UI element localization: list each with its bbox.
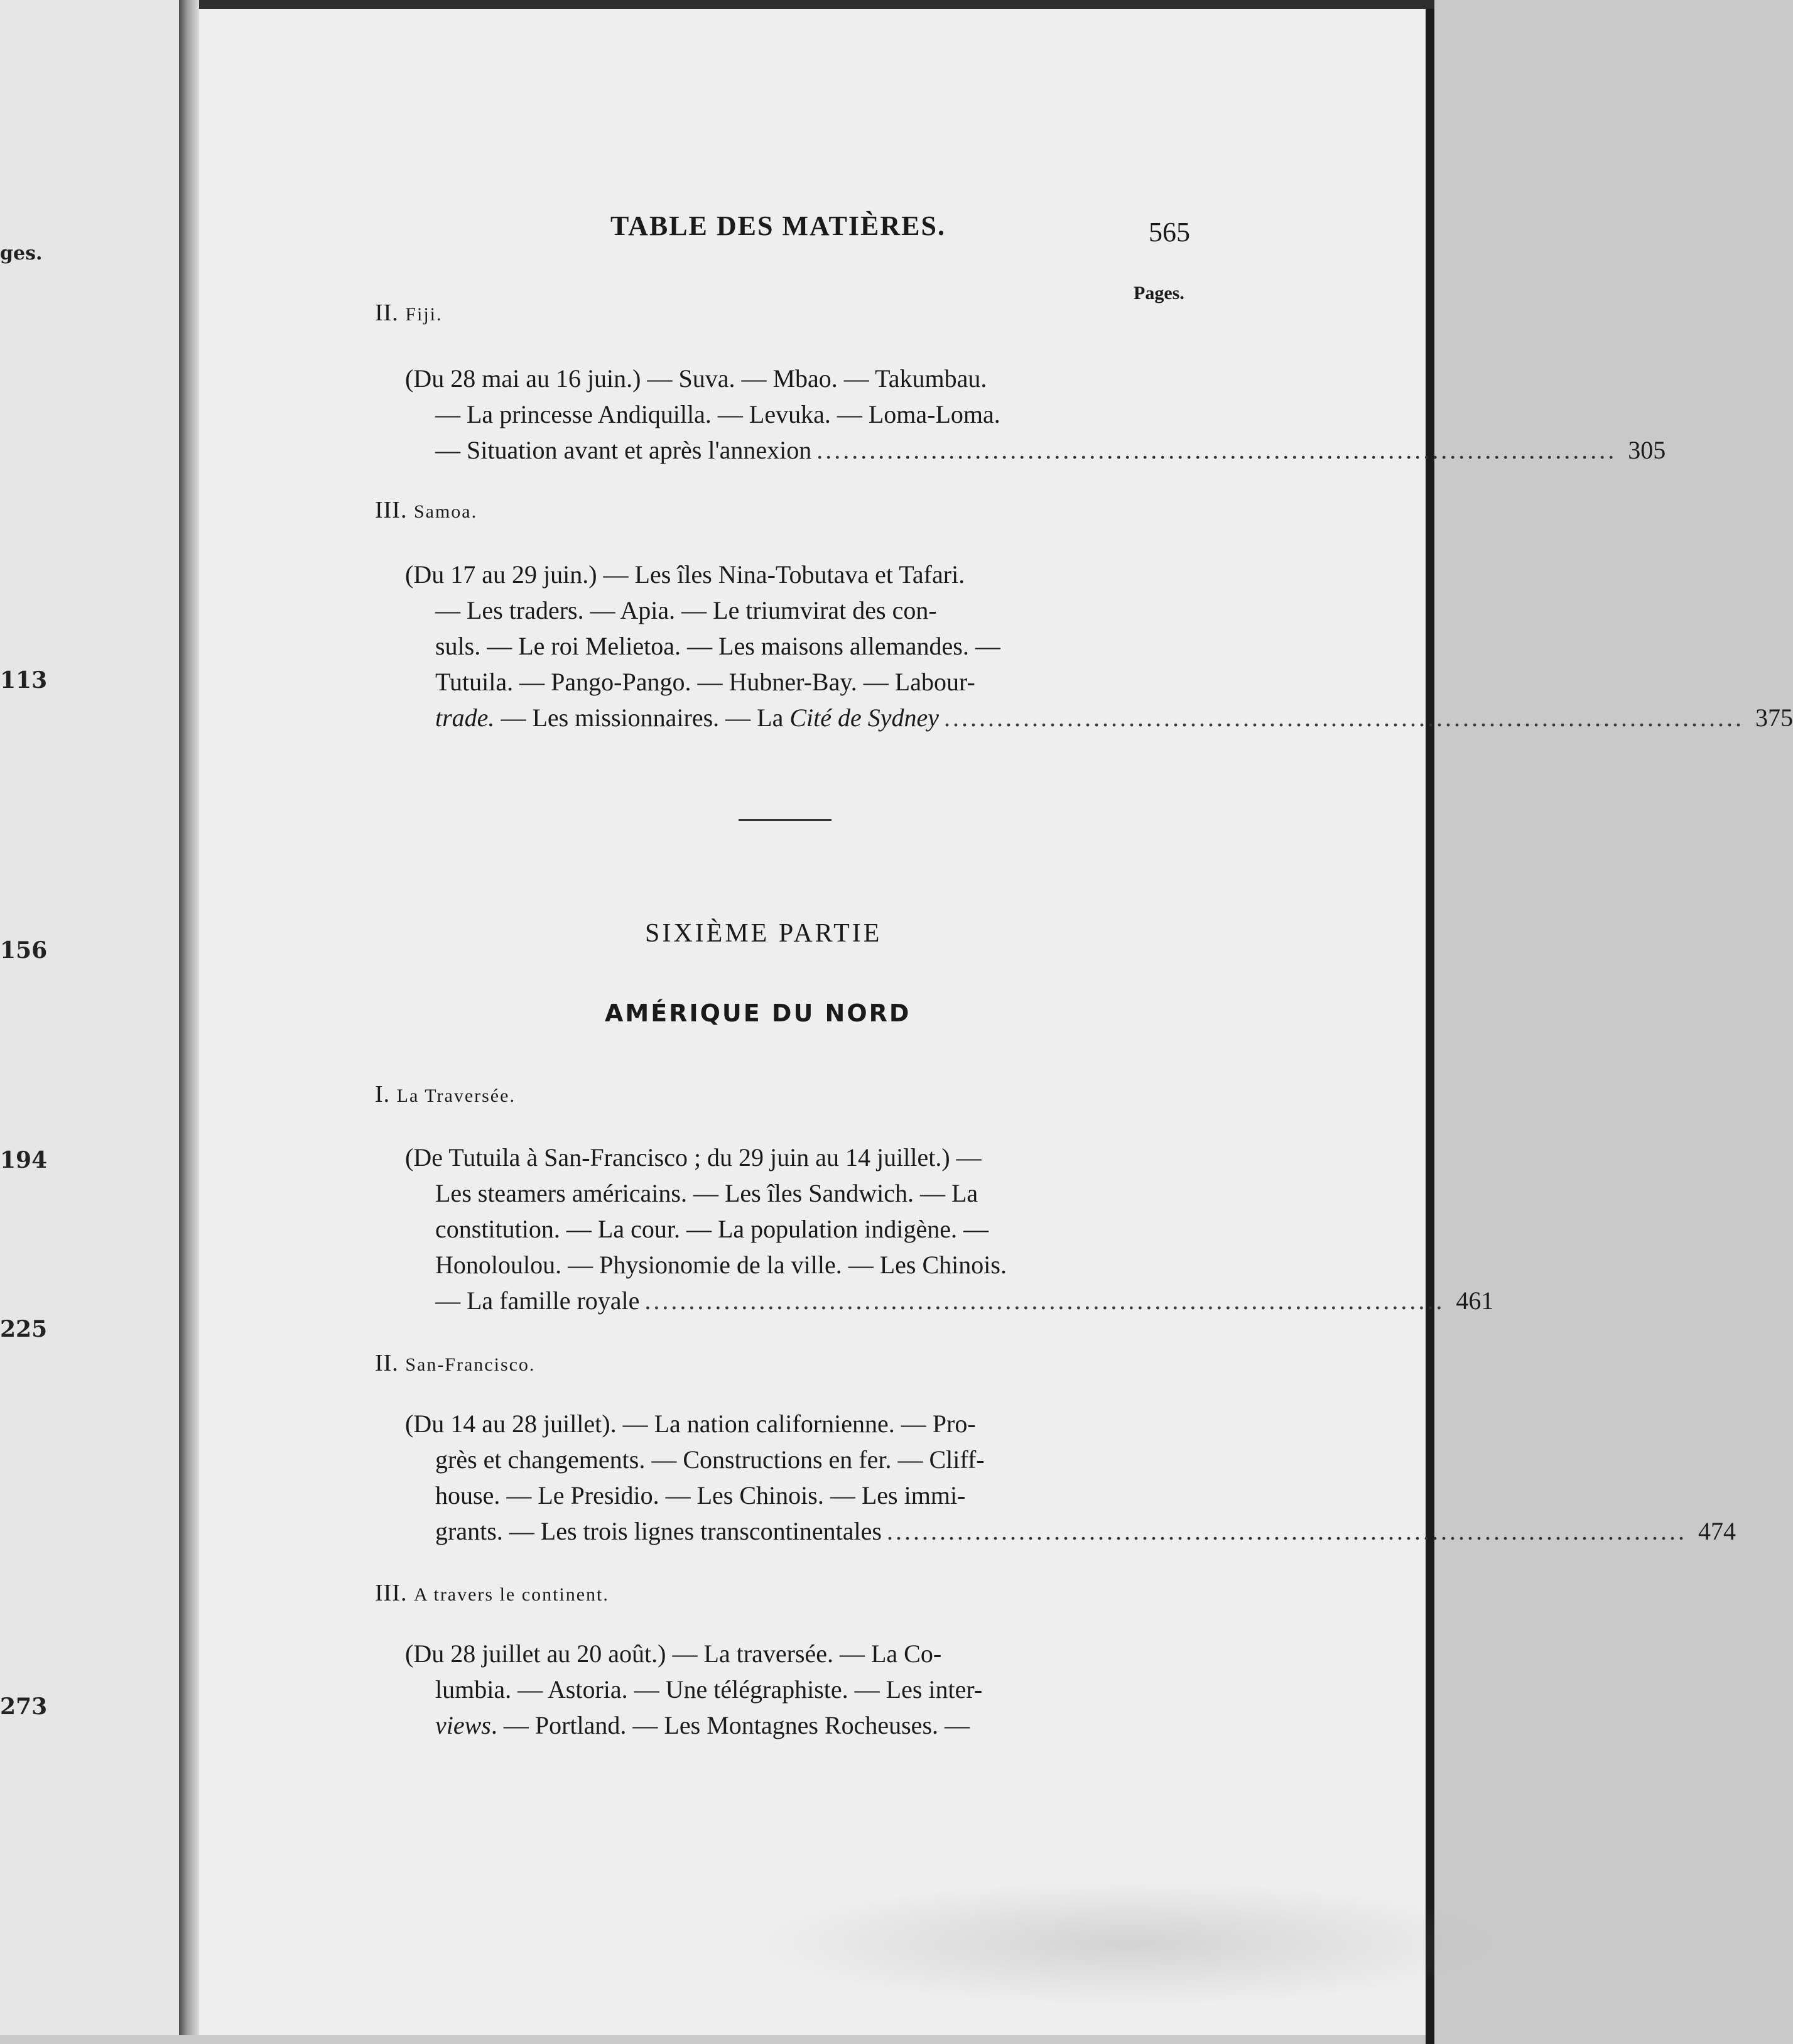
entry-text: — Les missionnaires. — La <box>494 704 790 732</box>
section-name: Fiji. <box>405 304 443 325</box>
entry-line: Honoloulou. — Physionomie de la ville. — Les Chinois. <box>435 1251 1007 1279</box>
left-page-number: 273 <box>0 1693 48 1720</box>
entry-line: (Du 14 au 28 juillet). — La nation californienne. — Pro- <box>405 1410 976 1438</box>
entry-line: (Du 28 mai au 16 juin.) — Suva. — Mbao. — Takumbau. <box>405 364 987 393</box>
page-number: 565 <box>1149 217 1190 247</box>
left-page-number: 225 <box>0 1316 48 1342</box>
paper-stain <box>752 1881 1505 2006</box>
entry-line <box>435 700 939 736</box>
italic-text: trade. <box>435 704 495 732</box>
entry-line: (Du 17 au 29 juin.) — Les îles Nina-Tobutava et Tafari. <box>405 560 965 589</box>
entry-line: — Situation avant et après l'annexion <box>435 436 812 464</box>
section-numeral: III. <box>375 1580 408 1606</box>
section-name: La Traversée. <box>396 1085 516 1106</box>
toc-entry <box>405 1636 1151 1743</box>
leader-dots: ........................................................................................... <box>816 436 1617 464</box>
toc-entry <box>405 557 1793 736</box>
section-heading <box>375 299 443 327</box>
section-name: San-Francisco. <box>405 1354 536 1375</box>
italic-text: Cité de Sydney <box>789 704 940 732</box>
entry-line: — La famille royale <box>435 1286 640 1315</box>
entry-line: grès et changements. — Constructions en fer. — Cliff- <box>435 1445 985 1474</box>
left-page-number: 113 <box>0 667 48 693</box>
part-title: SIXIÈME PARTIE <box>645 919 882 948</box>
left-page-number: 194 <box>0 1147 48 1173</box>
section-numeral: II. <box>375 1350 399 1376</box>
entry-page-number: 461 <box>1456 1286 1494 1315</box>
section-name: Samoa. <box>413 501 478 522</box>
entry-page-number: 474 <box>1698 1517 1736 1545</box>
leader-dots: ........................................................................................... <box>944 704 1745 732</box>
section-numeral: II. <box>375 300 399 326</box>
section-name: A travers le continent. <box>413 1584 609 1605</box>
entry-last-line <box>405 432 1666 468</box>
entry-last-line <box>405 1513 1736 1549</box>
entry-text: . — Portland. — Les Montagnes Rocheuses. — <box>490 1711 970 1739</box>
section-numeral: III. <box>375 497 408 523</box>
leader-dots: ........................................................................................... <box>644 1286 1445 1315</box>
previous-page-strip <box>0 0 183 2035</box>
toc-entry <box>405 1406 1736 1549</box>
section-heading <box>375 1349 535 1377</box>
page-edge <box>1426 9 1434 2044</box>
part-subtitle: AMÉRIQUE DU NORD <box>605 999 911 1027</box>
entry-line: constitution. — La cour. — La population indigène. — <box>435 1215 989 1243</box>
section-divider <box>739 819 831 821</box>
entry-line: (Du 28 juillet au 20 août.) — La traversée. — La Co- <box>405 1639 942 1668</box>
entry-page-number: 375 <box>1755 704 1793 732</box>
entry-line: (De Tutuila à San-Francisco ; du 29 juin au 14 juillet.) — <box>405 1143 982 1171</box>
toc-entry <box>405 1139 1494 1318</box>
section-heading <box>375 1579 609 1607</box>
entry-line: Tutuila. — Pango-Pango. — Hubner-Bay. — Labour- <box>435 668 975 696</box>
document-page <box>199 0 1793 2035</box>
left-page-number: 156 <box>0 937 48 964</box>
entry-line: — La princesse Andiquilla. — Levuka. — Loma-Loma. <box>435 400 1000 428</box>
toc-entry <box>405 361 1666 468</box>
leader-dots: ........................................................................................... <box>886 1517 1687 1545</box>
entry-line: house. — Le Presidio. — Les Chinois. — Les immi- <box>435 1481 966 1509</box>
entry-line: suls. — Le roi Melietoa. — Les maisons allemandes. — <box>435 632 1000 660</box>
page-title: TABLE DES MATIÈRES. <box>610 210 946 241</box>
entry-line: lumbia. — Astoria. — Une télégraphiste. — Les inter- <box>435 1675 983 1704</box>
entry-last-line <box>405 700 1793 736</box>
entry-line: grants. — Les trois lignes transcontinentales <box>435 1517 882 1545</box>
entry-page-number: 305 <box>1628 436 1666 464</box>
entry-last-line <box>405 1283 1494 1318</box>
pages-column-label: Pages. <box>1134 283 1184 303</box>
book-gutter <box>179 0 199 2035</box>
entry-line: Les steamers américains. — Les îles Sandwich. — La <box>435 1179 978 1207</box>
italic-text: views <box>435 1711 491 1739</box>
left-page-header-fragment: ges. <box>0 242 43 264</box>
section-numeral: I. <box>375 1081 391 1107</box>
section-heading <box>375 1080 516 1108</box>
entry-line <box>405 1707 1151 1743</box>
section-heading <box>375 496 477 524</box>
entry-line: — Les traders. — Apia. — Le triumvirat des con- <box>435 596 937 624</box>
